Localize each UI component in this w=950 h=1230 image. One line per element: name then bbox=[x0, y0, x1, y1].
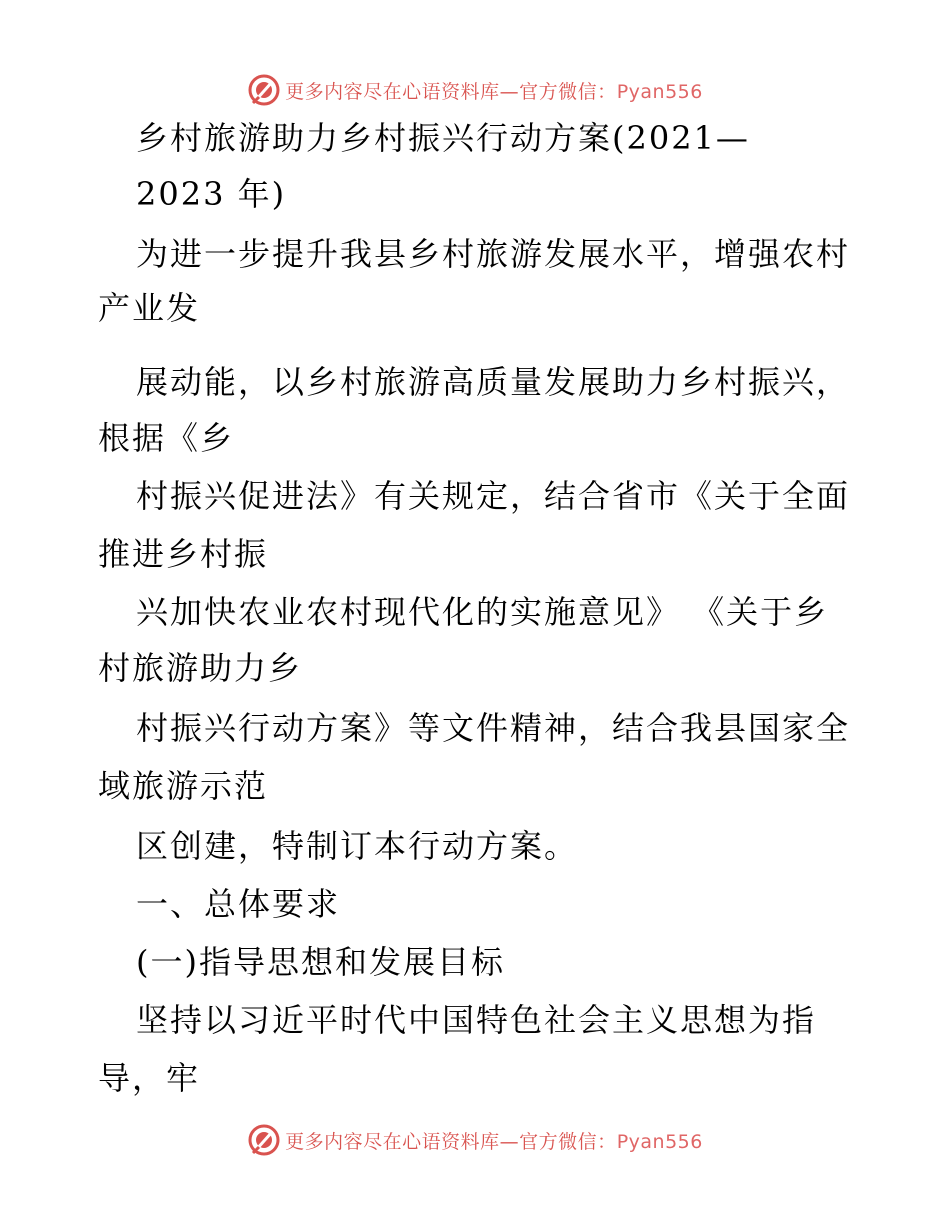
paragraph-line: 展动能，以乡村旅游高质量发展助力乡村振兴， bbox=[136, 363, 851, 401]
paragraph-line: 村振兴行动方案》等文件精神，结合我县国家全 bbox=[136, 709, 851, 747]
pen-seal-logo-icon bbox=[247, 73, 281, 107]
section-heading: 一、总体要求 bbox=[136, 885, 341, 923]
watermark-text: 更多内容尽在心语资料库—官方微信：Pyan556 bbox=[285, 1130, 703, 1153]
paragraph-line: 村振兴促进法》有关规定，结合省市《关于全面 bbox=[136, 477, 851, 515]
paragraph-line: 推进乡村振 bbox=[98, 535, 269, 573]
document-title-line-2: 2023 年) bbox=[136, 175, 287, 213]
paragraph-line: 区创建，特制订本行动方案。 bbox=[136, 827, 579, 865]
paragraph-line: 导，牢 bbox=[98, 1059, 201, 1097]
subsection-heading: (一)指导思想和发展目标 bbox=[136, 943, 505, 981]
watermark-text: 更多内容尽在心语资料库—官方微信：Pyan556 bbox=[285, 80, 703, 103]
document-title-line-1: 乡村旅游助力乡村振兴行动方案(2021— bbox=[136, 119, 750, 157]
pen-seal-logo-icon bbox=[247, 1123, 281, 1157]
paragraph-line: 域旅游示范 bbox=[98, 767, 269, 805]
paragraph-line: 村旅游助力乡 bbox=[98, 649, 303, 687]
footer-watermark bbox=[0, 1120, 950, 1160]
paragraph-line: 兴加快农业农村现代化的实施意见》 《关于乡 bbox=[136, 593, 829, 631]
paragraph-line: 根据《乡 bbox=[98, 419, 235, 457]
paragraph-line: 产业发 bbox=[98, 289, 201, 327]
paragraph-line: 为进一步提升我县乡村旅游发展水平，增强农村 bbox=[136, 235, 851, 273]
header-watermark bbox=[0, 70, 950, 110]
paragraph-line: 坚持以习近平时代中国特色社会主义思想为指 bbox=[136, 1001, 817, 1039]
